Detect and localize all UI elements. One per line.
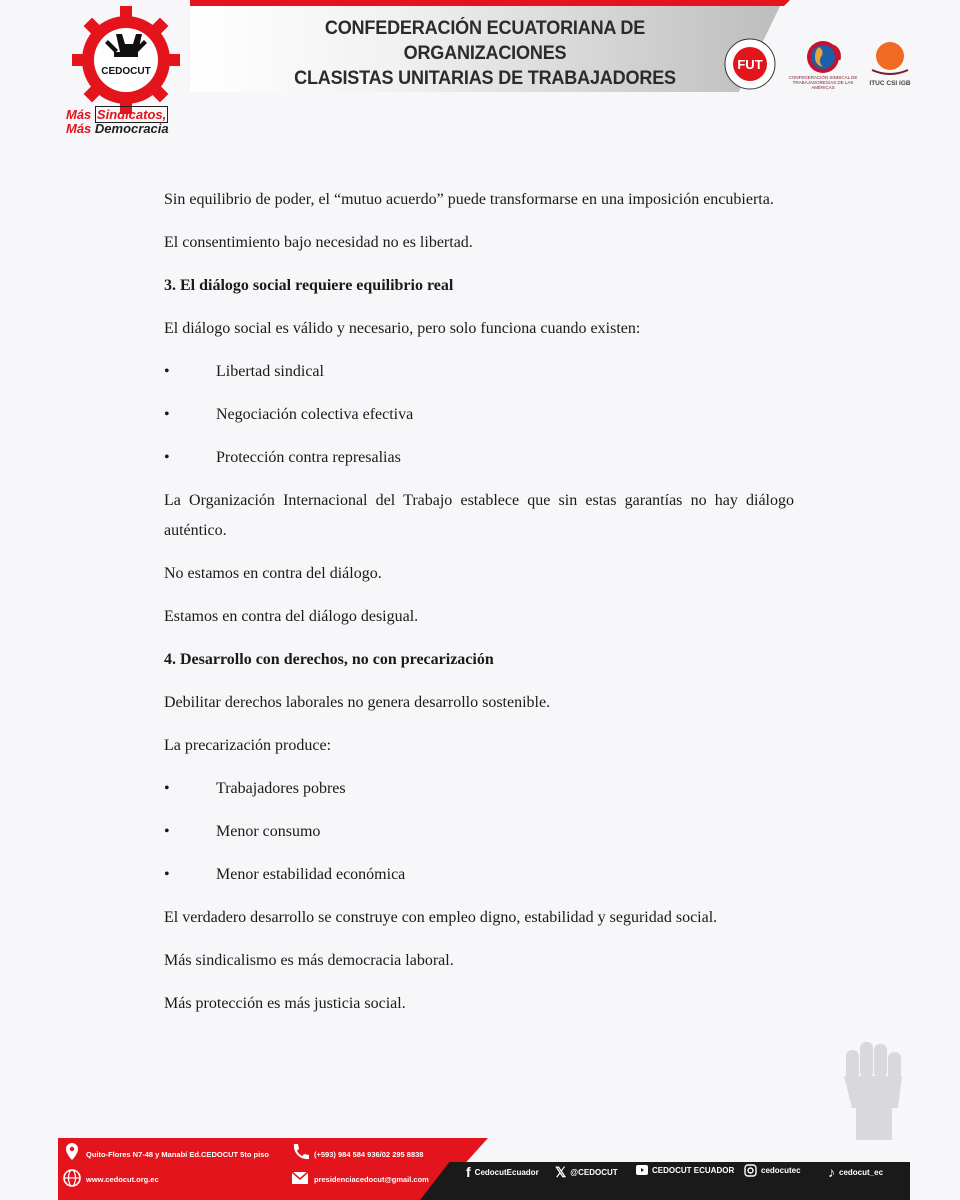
location-pin-icon — [62, 1142, 82, 1162]
paragraph: El consentimiento bajo necesidad no es libertad. — [164, 234, 473, 251]
list-item-text: Menor estabilidad económica — [216, 866, 406, 883]
organization-title-line2: CLASISTAS UNITARIAS DE TRABAJADORES — [294, 68, 676, 89]
slogan-mas-1: Más — [66, 107, 95, 122]
list-item — [164, 357, 794, 387]
document-body — [164, 185, 794, 1032]
footer-red-band — [58, 1138, 488, 1200]
list-item — [164, 443, 794, 473]
bullet-marker: • — [164, 406, 170, 423]
organization-title-line1: CONFEDERACIÓN ECUATORIANA DE ORGANIZACIONES — [324, 18, 646, 64]
facebook-link[interactable] — [466, 1164, 539, 1180]
youtube-icon — [636, 1164, 648, 1176]
emblem-label: CEDOCUT — [101, 66, 151, 77]
list-item-text: Negociación colectiva efectiva — [216, 406, 414, 423]
youtube-link[interactable] — [636, 1164, 734, 1176]
csa-caption: CONFEDERACIÓN SINDICAL DE TRABAJADORES/AS DE LAS AMÉRICAS — [788, 75, 858, 90]
tiktok-link[interactable] — [828, 1164, 883, 1180]
list-item — [164, 817, 794, 847]
list-item-text: Libertad sindical — [216, 363, 324, 380]
paragraph: El diálogo social es válido y necesario, pero solo funciona cuando existen: — [164, 320, 641, 337]
list-item — [164, 774, 794, 804]
instagram-icon — [744, 1164, 757, 1177]
ituc-caption: ITUC CSI IGB — [869, 80, 911, 87]
organization-title — [252, 16, 718, 91]
paragraph: Sin equilibrio de poder, el “mutuo acuerdo” puede transformarse en una imposición encubierta. — [164, 191, 774, 208]
ituc-logo — [866, 40, 914, 90]
paragraph: Debilitar derechos laborales no genera desarrollo sostenible. — [164, 694, 551, 711]
paragraph: El verdadero desarrollo se construye con empleo digno, estabilidad y seguridad social. — [164, 909, 718, 926]
x-link[interactable] — [555, 1164, 618, 1181]
csa-globe-icon — [783, 38, 863, 76]
csa-logo — [783, 38, 863, 90]
list-item — [164, 860, 794, 890]
section-heading-4: 4. Desarrollo con derechos, no con precarización — [164, 651, 494, 668]
paragraph: La Organización Internacional del Trabajo establece que sin estas garantías no hay diálogo auténtico. — [164, 492, 794, 539]
list-item-text: Trabajadores pobres — [216, 780, 346, 797]
fut-logo — [724, 38, 776, 90]
raised-fist-watermark-icon — [838, 1036, 908, 1140]
email-icon — [290, 1168, 310, 1188]
footer-phone: (+593) 984 584 936/02 295 8838 — [314, 1150, 424, 1159]
bullet-marker: • — [164, 780, 170, 797]
tiktok-handle: cedocut_ec — [839, 1167, 884, 1177]
slogan-sindicatos: Sindicatos, — [96, 107, 167, 122]
bullet-marker: • — [164, 823, 170, 840]
letterhead-header — [0, 0, 960, 145]
footer-email-link[interactable]: presidenciacedocut@gmail.com — [314, 1175, 429, 1184]
paragraph: Más sindicalismo es más democracia laboral. — [164, 952, 454, 969]
fut-logo-text: FUT — [737, 57, 763, 72]
instagram-handle: cedocutec — [761, 1166, 801, 1175]
slogan — [66, 108, 169, 136]
slogan-democracia: Democracia — [94, 121, 169, 136]
tiktok-icon: ♪ — [828, 1164, 835, 1180]
globe-icon — [62, 1168, 82, 1188]
list-item-text: Menor consumo — [216, 823, 321, 840]
list-item-text: Protección contra represalias — [216, 449, 401, 466]
section-heading-3: 3. El diálogo social requiere equilibrio real — [164, 277, 454, 294]
cedocut-gear-logo — [70, 4, 182, 116]
paragraph: Estamos en contra del diálogo desigual. — [164, 608, 419, 625]
paragraph: Más protección es más justicia social. — [164, 995, 406, 1012]
bullet-marker: • — [164, 363, 170, 380]
facebook-handle: CedocutEcuador — [474, 1167, 539, 1177]
paragraph: No estamos en contra del diálogo. — [164, 565, 382, 582]
youtube-handle: CEDOCUT ECUADOR — [652, 1165, 735, 1175]
x-icon: 𝕏 — [555, 1164, 567, 1180]
x-handle: @CEDOCUT — [570, 1168, 618, 1177]
slogan-mas-2: Más — [66, 121, 95, 136]
list-item — [164, 400, 794, 430]
bullet-marker: • — [164, 449, 170, 466]
footer-address: Quito-Flores N7-48 y Manabí Ed.CEDOCUT 5to piso — [86, 1150, 269, 1159]
header-red-stripe — [190, 0, 790, 6]
paragraph: La precarización produce: — [164, 737, 332, 754]
bullet-marker: • — [164, 866, 170, 883]
phone-icon — [290, 1142, 310, 1162]
facebook-icon: f — [466, 1164, 471, 1180]
instagram-link[interactable] — [744, 1164, 801, 1177]
footer-website-link[interactable]: www.cedocut.org.ec — [86, 1175, 159, 1184]
ituc-circle-icon — [866, 40, 914, 78]
